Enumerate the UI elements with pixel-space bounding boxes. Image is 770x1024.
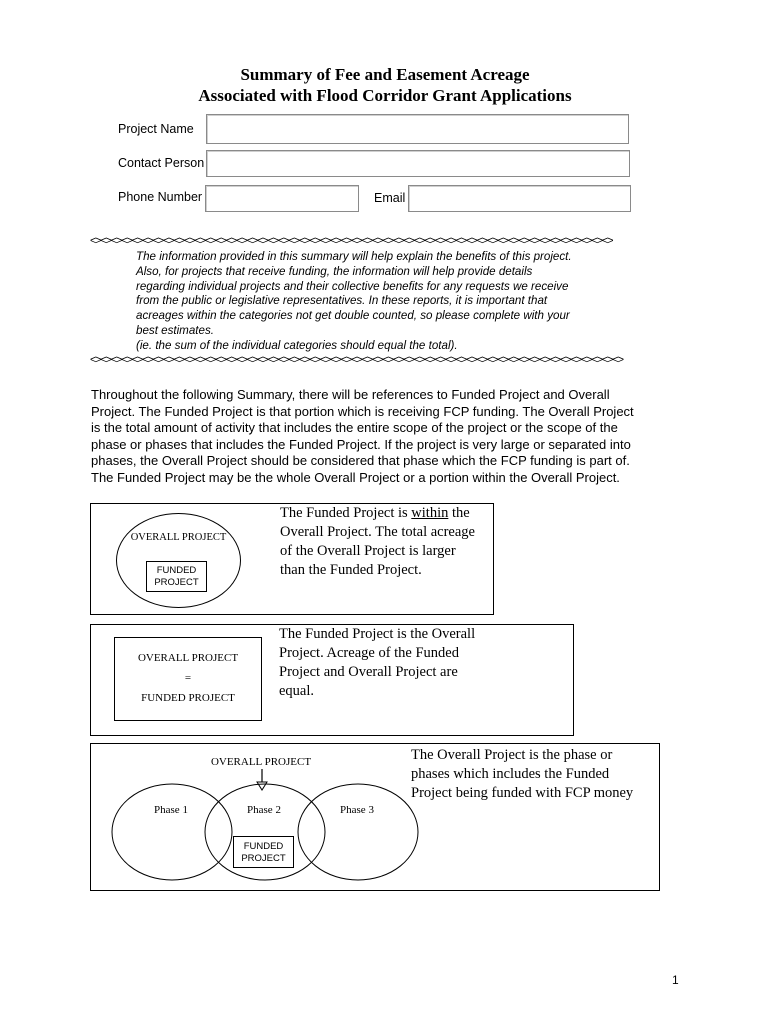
phase-1-label: Phase 1 bbox=[154, 804, 188, 816]
diagram-phases-description bbox=[411, 746, 633, 803]
overall-equals-funded-box bbox=[114, 637, 262, 721]
desc-line: equal. bbox=[279, 683, 315, 699]
body-line: is the total amount of activity that includes the entire scope of the project or the scope of the bbox=[91, 420, 618, 436]
phase-3-ellipse bbox=[298, 784, 418, 880]
title-line-1: Summary of Fee and Easement Acreage bbox=[240, 65, 530, 84]
desc-line: Project being funded with FCP money bbox=[411, 785, 634, 801]
within-emphasis: within bbox=[411, 505, 449, 521]
funded-label-line: FUNDED bbox=[243, 841, 284, 852]
info-line: acreages within the categories not get double counted, so please complete with your bbox=[136, 309, 570, 323]
phase-3-label: Phase 3 bbox=[340, 804, 374, 816]
email-label: Email bbox=[374, 191, 406, 205]
desc-line: than the Funded Project. bbox=[280, 562, 422, 578]
body-line: Throughout the following Summary, there will be references to Funded Project and Overall bbox=[91, 387, 610, 402]
phone-number-input[interactable] bbox=[205, 185, 359, 212]
explanation-paragraph bbox=[91, 387, 634, 487]
contact-person-input[interactable] bbox=[206, 150, 630, 177]
chevron-divider-top: <><><><><><><><><><><><><><><><><><><><><><><><><><><><><><><><><><><><><><><><><><><><><><><><><><> bbox=[90, 235, 613, 247]
body-line: phase or phases that includes the Funded Project. If the project is very large or separated into bbox=[91, 436, 631, 452]
contact-person-label: Contact Person bbox=[118, 156, 205, 170]
body-line: phases, the Overall Project should be considered that phase which the FCP funding is part of. bbox=[91, 453, 630, 469]
project-name-label: Project Name bbox=[118, 122, 194, 136]
desc-line: The Funded Project is within the bbox=[280, 505, 470, 521]
funded-project-box bbox=[146, 561, 207, 592]
desc-line: The Funded Project is the Overall bbox=[279, 626, 476, 642]
funded-project-box bbox=[233, 836, 294, 868]
page-number: 1 bbox=[672, 973, 679, 987]
info-paragraph bbox=[136, 250, 572, 354]
body-line: The Funded Project may be the whole Overall Project or a portion within the Overall Project. bbox=[91, 469, 620, 485]
phase-1-ellipse bbox=[112, 784, 232, 880]
desc-line: The Overall Project is the phase or bbox=[411, 747, 613, 763]
funded-label-line: PROJECT bbox=[241, 853, 286, 864]
info-line: The information provided in this summary will help explain the benefits of this project. bbox=[136, 250, 572, 263]
chevron-divider-bottom: <><><><><><><><><><><><><><><><><><><><><><><><><><><><><><><><><><><><><><><><><><><><><><><><><><><> bbox=[90, 354, 623, 366]
overall-project-label: OVERALL PROJECT bbox=[137, 652, 239, 664]
desc-line: Project. Acreage of the Funded bbox=[279, 645, 459, 661]
phase-2-label: Phase 2 bbox=[247, 804, 281, 816]
body-line: Project. The Funded Project is that portion which is receiving FCP funding. The Overall Project bbox=[91, 403, 634, 419]
diagram-within-description bbox=[280, 504, 475, 580]
email-input[interactable] bbox=[408, 185, 631, 212]
page-title bbox=[0, 64, 770, 106]
title-line-2: Associated with Flood Corridor Grant Applications bbox=[198, 86, 572, 105]
desc-line: of the Overall Project is larger bbox=[280, 543, 456, 559]
overall-project-label: OVERALL PROJECT bbox=[130, 532, 227, 543]
phase-ellipses bbox=[100, 782, 430, 884]
info-line: regarding individual projects and their collective benefits for any requests we receive bbox=[136, 279, 569, 293]
diagram-equal-description bbox=[279, 625, 475, 701]
desc-line: Project and Overall Project are bbox=[279, 664, 458, 680]
equals-sign: = bbox=[184, 672, 192, 684]
desc-line: Overall Project. The total acreage bbox=[280, 524, 475, 540]
project-name-input[interactable] bbox=[206, 114, 629, 144]
desc-line: phases which includes the Funded bbox=[411, 766, 610, 782]
funded-project-label: FUNDED PROJECT bbox=[141, 692, 235, 704]
info-line: best estimates. bbox=[136, 323, 214, 337]
info-line: (ie. the sum of the individual categories should equal the total). bbox=[136, 338, 458, 352]
info-line: from the public or legislative representatives. In these reports, it is important that bbox=[136, 294, 548, 308]
phone-number-label: Phone Number bbox=[118, 190, 203, 204]
funded-label-line: PROJECT bbox=[154, 577, 199, 588]
funded-label-line: FUNDED bbox=[156, 565, 197, 576]
info-line: Also, for projects that receive funding, the information will help provide details bbox=[136, 264, 533, 278]
overall-project-label: OVERALL PROJECT bbox=[210, 756, 312, 768]
